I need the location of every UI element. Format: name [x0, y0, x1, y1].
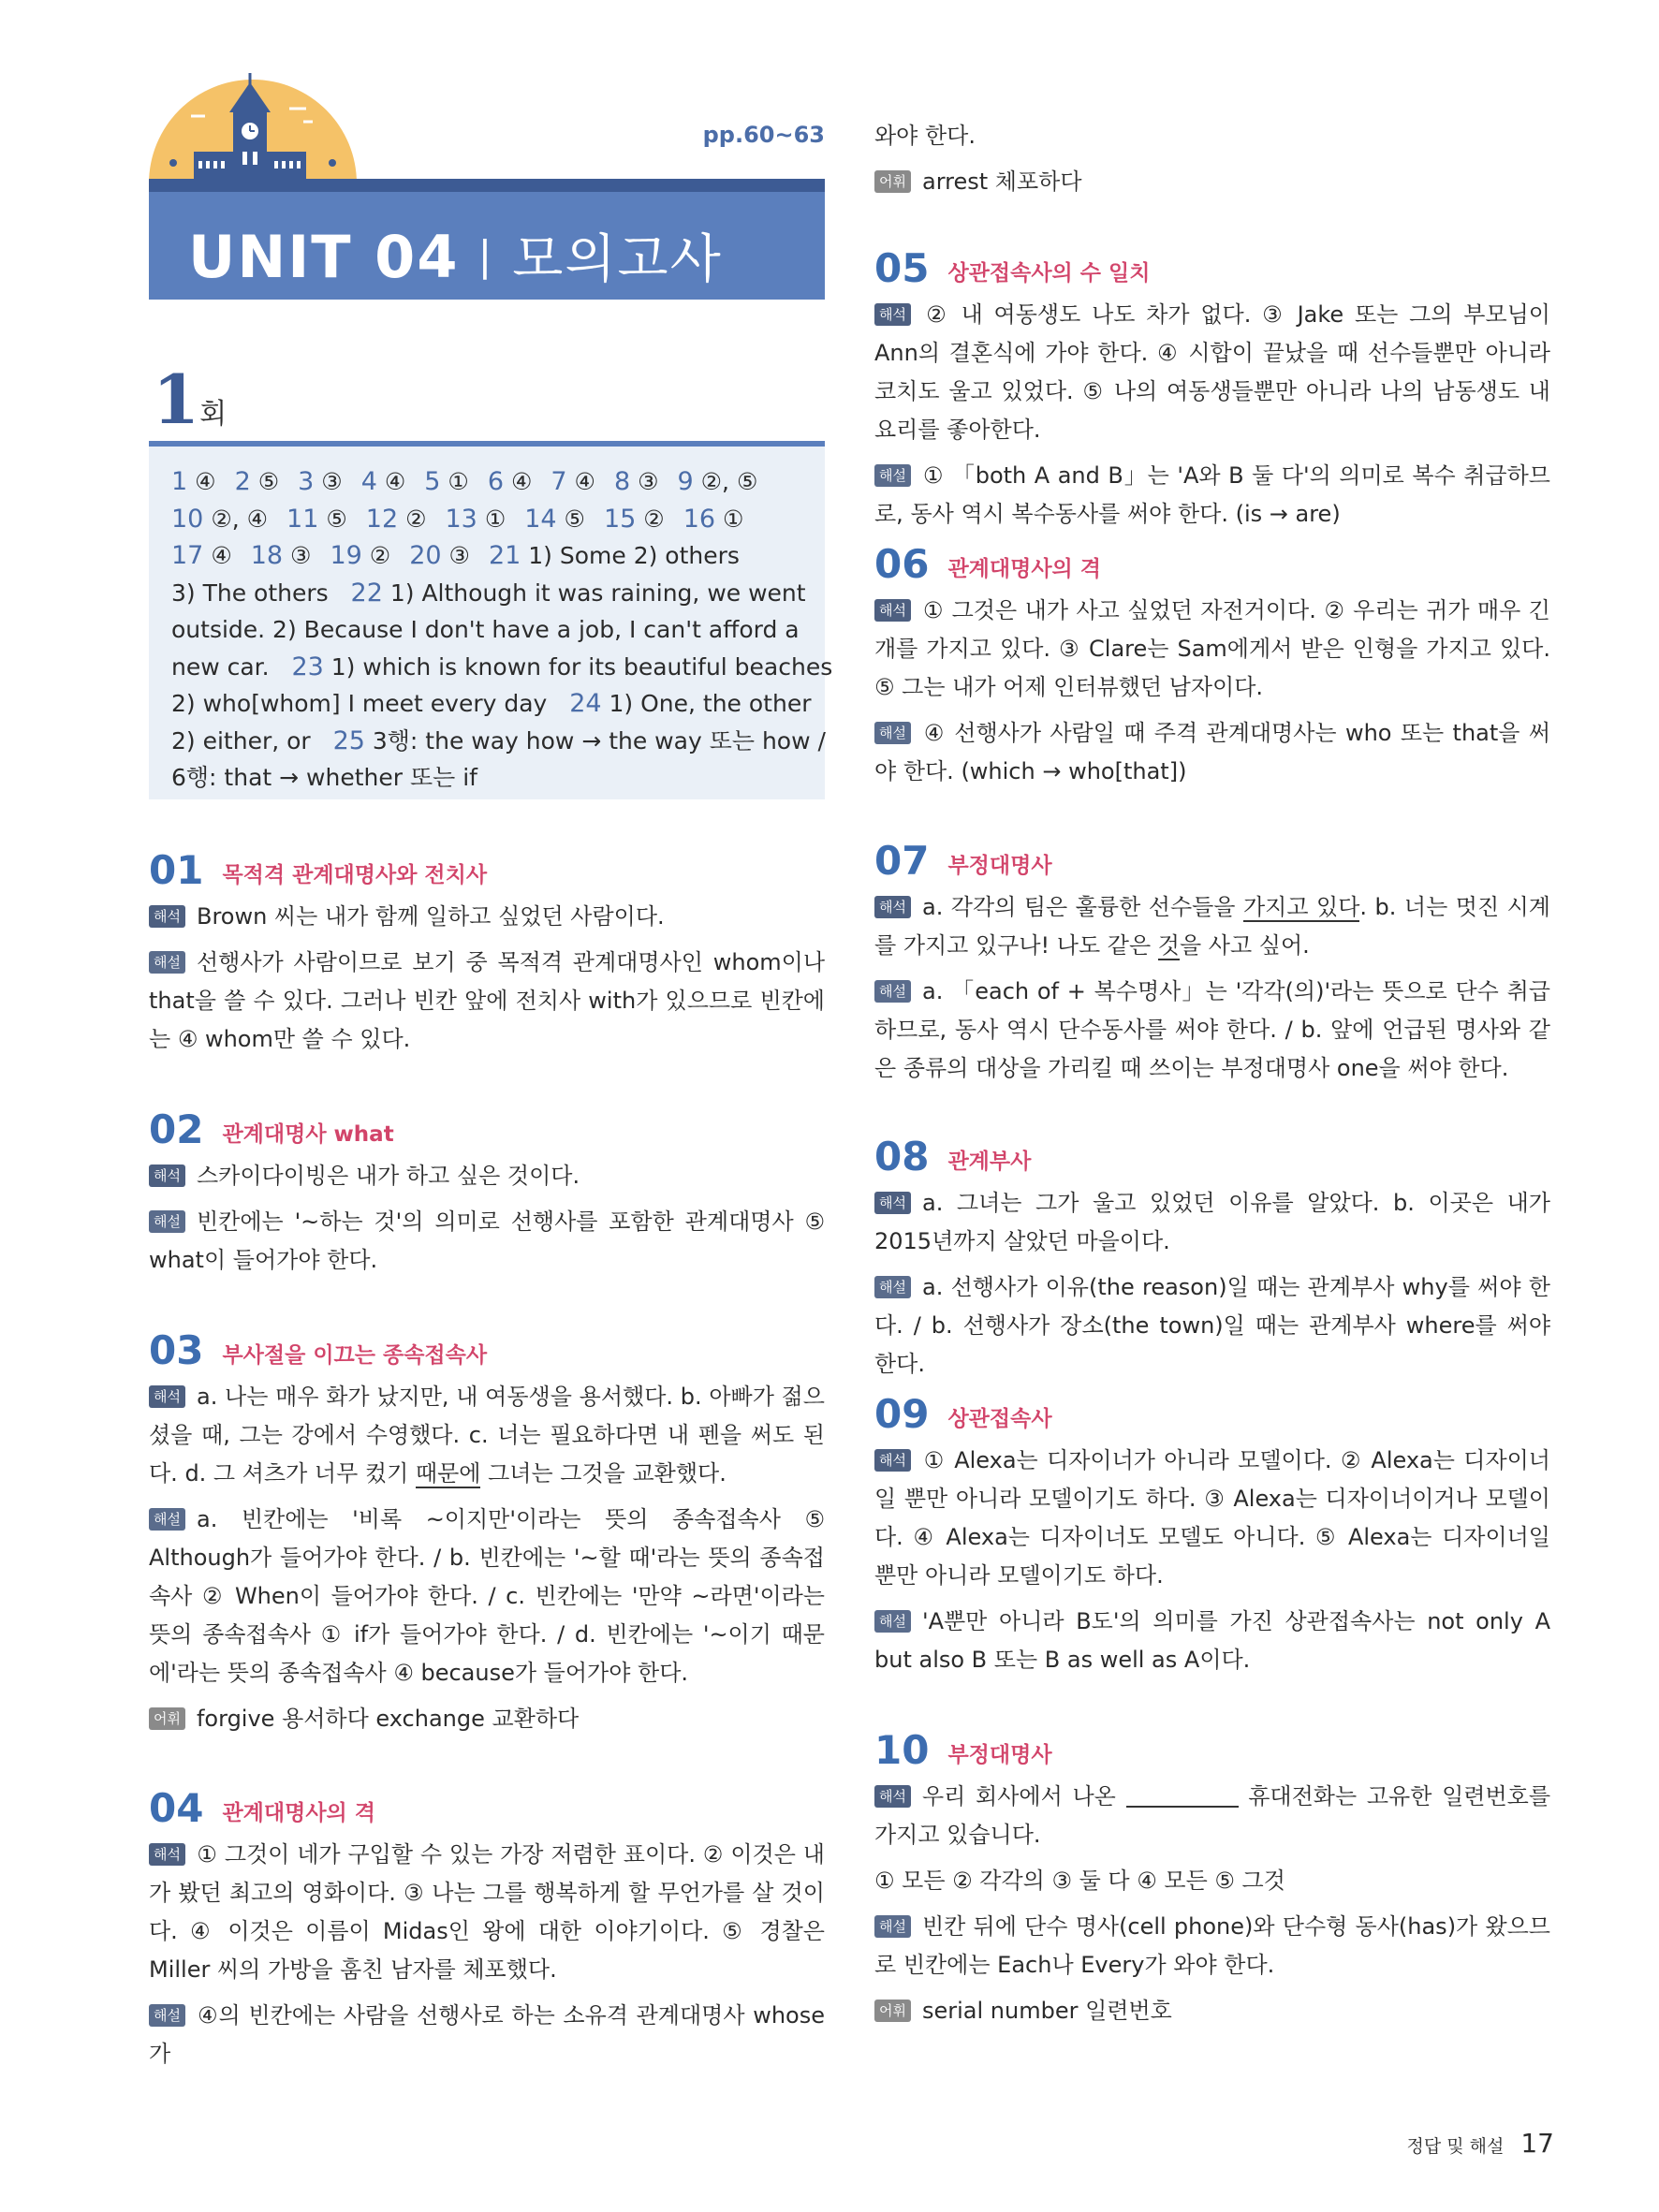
answer-item: 2 ⑤ [234, 467, 280, 496]
question-02 [149, 1106, 825, 1287]
question-topic: 부사절을 이끄는 종속접속사 [222, 1343, 488, 1368]
unit-title-bar [149, 179, 825, 300]
explanation-tag: 해설 [874, 1276, 911, 1298]
question-topic: 관계대명사 what [222, 1122, 394, 1147]
answer-item: 1 ④ [171, 467, 216, 496]
unit-label: UNIT 04 [188, 223, 460, 291]
translation-tag: 해석 [874, 896, 911, 918]
question-06 [874, 541, 1550, 798]
explanation-tag: 해설 [149, 1210, 185, 1233]
answer-item: 14 ⑤ [524, 504, 585, 534]
explanation: 해설 a. 빈칸에는 '비록 ~이지만'이라는 뜻의 종속접속사 ⑤ Although가 들어가야 한다. / b. 빈칸에는 '~할 때'라는 뜻의 종속접속사 ② When이 들어가야 한다. / c. 빈칸에는 '만약 ~라면'이라는 뜻의 종속접속사 ① if가 들어가야 한다. / d. 빈칸에는 '~이기 때문에'라는 뜻의 종속접속사 ④ because가 들어가야 한다. [149, 1506, 825, 1686]
answer-item: 17 ④ [171, 541, 232, 570]
translation: 해석 ② 내 여동생도 나도 차가 없다. ③ Jake 또는 그의 부모님이 Ann의 결혼식에 가야 한다. ④ 시합이 끝났을 때 선수들뿐만 아니라 코치도 울고 있었다. ⑤ 나의 여동생들뿐만 아니라 나의 남동생도 내 요리를 좋아한다. [874, 301, 1550, 443]
question-03 [149, 1327, 825, 1746]
question-number: 02 [149, 1106, 204, 1152]
unit-header [149, 73, 825, 300]
question-topic: 상관접속사의 수 일치 [947, 261, 1151, 286]
answer-line [171, 537, 806, 575]
question-topic: 부정대명사 [947, 854, 1052, 878]
page-range: pp.60~63 [702, 122, 825, 148]
question-number: 08 [874, 1134, 930, 1179]
answer-item: 7 ④ [551, 467, 595, 496]
answer-item: 16 ① [683, 504, 744, 534]
question-number: 03 [149, 1327, 204, 1373]
question-number: 06 [874, 541, 930, 587]
unit-title [188, 218, 723, 293]
question-topic: 관계대명사의 격 [222, 1801, 375, 1825]
explanation-tag: 해설 [874, 980, 911, 1003]
answer-item: 4 ④ [360, 467, 406, 496]
title-separator: | [477, 232, 494, 280]
translation-tag: 해석 [874, 599, 911, 622]
answer-item: 9 ②, ⑤ [677, 467, 758, 496]
answer-item: 12 ② [365, 504, 427, 534]
translation-tag: 해석 [874, 303, 911, 326]
question-topic: 부정대명사 [947, 1743, 1052, 1767]
translation-tag: 해석 [149, 1165, 185, 1187]
vocabulary: 어휘 forgive 용서하다 exchange 교환하다 [149, 1700, 825, 1738]
round-label: 회 [199, 398, 228, 431]
translation-tag: 해석 [874, 1449, 911, 1472]
question-04-continued [874, 117, 1550, 209]
answer-item: 3 ③ [298, 467, 343, 496]
question-08 [874, 1134, 1550, 1391]
translation: 해석 a. 그녀는 그가 울고 있었던 이유를 알았다. b. 이곳은 내가 2015년까지 살았던 마을이다. [874, 1190, 1550, 1254]
answer-line: new car. 23 1) which is known for its beautiful beaches [171, 652, 833, 681]
translation-tag: 해석 [149, 905, 185, 928]
question-number: 01 [149, 847, 204, 893]
explanation: 해설 'A뿐만 아니라 B도'의 의미를 가진 상관접속사는 not only A but also B 또는 B as well as A이다. [874, 1608, 1550, 1673]
question-07 [874, 838, 1550, 1095]
explanation-tag: 해설 [874, 464, 911, 487]
explanation: 해설 a. 「each of + 복수명사」는 '각각(의)'라는 뜻으로 단수 취급하므로, 동사 역시 단수동사를 써야 한다. / b. 앞에 언급된 명사와 같은 종류의 대상을 가리킬 때 쓰이는 부정대명사 one을 써야 한다. [874, 978, 1550, 1081]
answer-line: 2) who[whom] I meet every day 24 1) One, the other [171, 689, 812, 718]
explanation-tag: 해설 [149, 2004, 185, 2027]
translation-tag: 해석 [149, 1843, 185, 1866]
question-number: 04 [149, 1785, 204, 1831]
question-topic: 관계부사 [947, 1150, 1032, 1174]
answer-line: outside. 2) Because I don't have a job, I can't afford a [171, 616, 800, 643]
question-topic: 관계대명사의 격 [947, 557, 1101, 581]
question-topic: 상관접속사 [947, 1407, 1052, 1431]
page-footer [1407, 2128, 1555, 2159]
translation: 해석 우리 회사에서 나온 휴대전화는 고유한 일련번호를 가지고 있습니다. [874, 1783, 1550, 1848]
explanation-tag: 해설 [149, 1508, 185, 1531]
question-01 [149, 847, 825, 1066]
answer-item: 6 ④ [487, 467, 533, 496]
answer-item: 11 ⑤ [286, 504, 347, 534]
round-heading [153, 359, 227, 439]
answer-item: 8 ③ [613, 467, 659, 496]
explanation: 해설 ④ 선행사가 사람일 때 주격 관계대명사는 who 또는 that을 써야 한다. (which → who[that]) [874, 720, 1550, 784]
explanation-tag: 해설 [874, 1915, 911, 1938]
answer-item: 19 ② [330, 541, 391, 570]
translation: 해석 a. 나는 매우 화가 났지만, 내 여동생을 용서했다. b. 아빠가 젊으셨을 때, 그는 강에서 수영했다. c. 너는 필요하다면 내 펜을 써도 된다. d. 그 셔츠가 너무 컸기 때문에 그녀는 그것을 교환했다. [149, 1384, 825, 1487]
translation-tag: 해석 [874, 1785, 911, 1808]
answer-item: 21 1) Some 2) others [488, 541, 740, 570]
question-number: 10 [874, 1727, 930, 1773]
answer-item: 20 ③ [409, 541, 470, 570]
footer-label: 정답 및 해설 [1406, 2136, 1505, 2157]
explanation-tag: 해설 [874, 722, 911, 744]
question-topic: 목적격 관계대명사와 전치사 [222, 863, 488, 887]
vocabulary: 어휘 arrest 체포하다 [874, 163, 1550, 201]
translation: 해석 ① 그것은 내가 사고 싶었던 자전거이다. ② 우리는 귀가 매우 긴 개를 가지고 있다. ③ Clare는 Sam에게서 받은 인형을 가지고 있다. ⑤ 그는 내가 어제 인터뷰했던 남자이다. [874, 597, 1550, 700]
answer-line: 2) either, or 25 3행: the way how → the way 또는 how / [171, 725, 826, 755]
translation: 해석 ① 그것이 네가 구입할 수 있는 가장 저렴한 표이다. ② 이것은 내가 봤던 최고의 영화이다. ③ 나는 그를 행복하게 할 무언가를 살 것이다. ④ 이것은 이름이 Midas인 왕에 대한 이야기이다. ⑤ 경찰은 Miller 씨의 가방을 훔친 남자를 체포했다. [149, 1841, 825, 1983]
translation-tag: 해석 [149, 1385, 185, 1408]
page-number: 17 [1520, 2128, 1554, 2159]
round-number: 1 [153, 359, 200, 439]
answer-line: 6행: that → whether 또는 if [171, 764, 477, 791]
explanation-tag: 해설 [149, 951, 185, 974]
vocabulary: 어휘 serial number 일련번호 [874, 1992, 1550, 2030]
answer-key-box [149, 441, 833, 799]
answer-line [171, 463, 806, 501]
clock-tower-emblem [149, 73, 357, 183]
explanation: 해설 ④의 빈칸에는 사람을 선행사로 하는 소유격 관계대명사 whose가 [149, 2002, 825, 2067]
answer-options: ① 모든 ② 각각의 ③ 둘 다 ④ 모든 ⑤ 그것 [874, 1868, 1285, 1894]
question-number: 07 [874, 838, 930, 884]
explanation-continued: 와야 한다. [874, 123, 976, 149]
answer-item: 5 ① [424, 467, 469, 496]
answer-item: 13 ① [445, 504, 507, 534]
question-number: 09 [874, 1391, 930, 1437]
explanation-tag: 해설 [874, 1610, 911, 1633]
vocab-tag: 어휘 [149, 1707, 185, 1730]
question-05 [874, 245, 1550, 541]
vocab-tag: 어휘 [874, 170, 911, 193]
answer-item: 15 ② [603, 504, 665, 534]
blank-line [1126, 1785, 1239, 1808]
translation: 해석 a. 각각의 팀은 훌륭한 선수들을 가지고 있다. b. 너는 멋진 시계를 가지고 있구나! 나도 같은 것을 사고 싶어. [874, 894, 1550, 959]
answer-item: 10 ②, ④ [171, 504, 269, 534]
translation-tag: 해석 [874, 1192, 911, 1214]
explanation: 해설 ① 「both A and B」는 'A와 B 둘 다'의 의미로 복수 취급하므로, 동사 역시 복수동사를 써야 한다. (is → are) [874, 462, 1550, 527]
question-09 [874, 1391, 1550, 1687]
explanation: 해설 선행사가 사람이므로 보기 중 목적격 관계대명사인 whom이나 that을 쓸 수 있다. 그러나 빈칸 앞에 전치사 with가 있으므로 빈칸에는 ④ whom만 쓸 수 있다. [149, 949, 825, 1052]
explanation: 해설 a. 선행사가 이유(the reason)일 때는 관계부사 why를 써야 한다. / b. 선행사가 장소(the town)일 때는 관계부사 where를 써야 한다. [874, 1274, 1550, 1377]
answer-item: 18 ③ [250, 541, 312, 570]
translation: 해석 스카이다이빙은 내가 하고 싶은 것이다. [149, 1157, 825, 1195]
question-number: 05 [874, 245, 930, 291]
question-04 [149, 1785, 825, 2081]
answer-line [171, 501, 806, 538]
unit-subtitle: 모의고사 [512, 229, 723, 290]
translation: 해석 ① Alexa는 디자이너가 아니라 모델이다. ② Alexa는 디자이너일 뿐만 아니라 모델이기도 하다. ③ Alexa는 디자이너이거나 모델이다. ④ Alexa는 디자이너도 모델도 아니다. ⑤ Alexa는 디자이너일 뿐만 아니라 모델이기도 하다. [874, 1447, 1550, 1589]
question-10 [874, 1727, 1550, 2038]
explanation: 해설 빈칸 뒤에 단수 명사(cell phone)와 단수형 동사(has)가 왔으므로 빈칸에는 Each나 Every가 와야 한다. [874, 1913, 1550, 1978]
translation: 해석 Brown 씨는 내가 함께 일하고 싶었던 사람이다. [149, 898, 825, 936]
answer-line: 3) The others 22 1) Although it was raining, we went [171, 578, 806, 608]
explanation: 해설 빈칸에는 '~하는 것'의 의미로 선행사를 포함한 관계대명사 ⑤ what이 들어가야 한다. [149, 1209, 825, 1273]
vocab-tag: 어휘 [874, 2000, 911, 2022]
